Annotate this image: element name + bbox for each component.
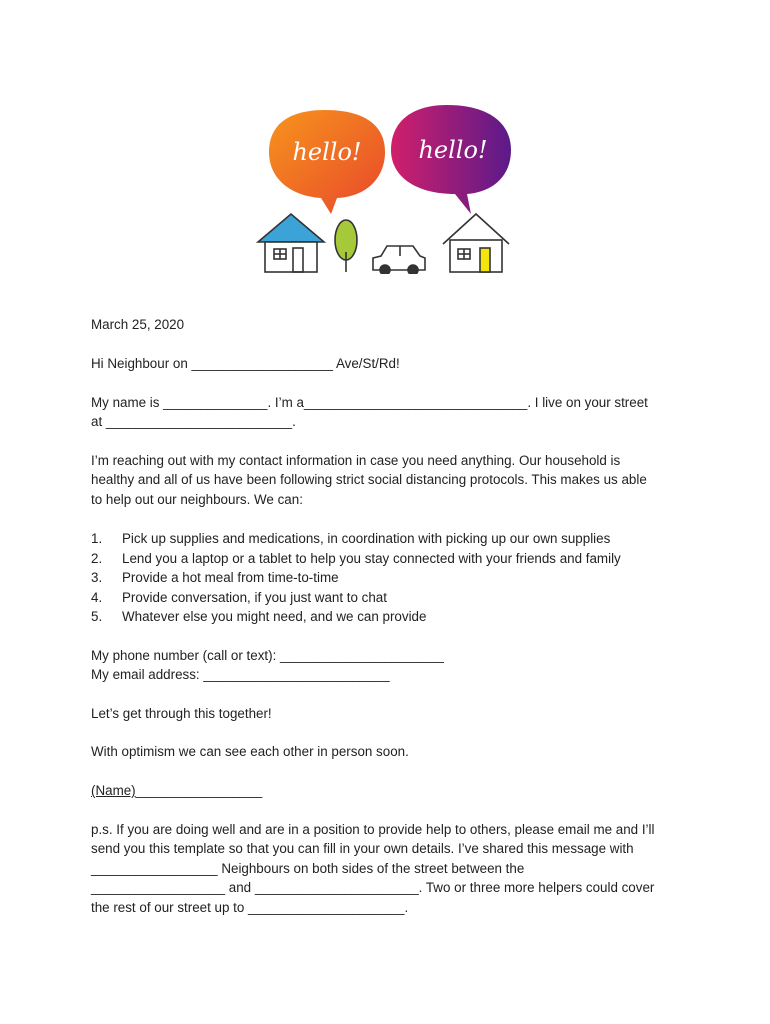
para1-line-3: to help out our neighbours. We can: bbox=[91, 492, 303, 507]
ps-line-3: _________________ Neighbours on both sides of the street between the bbox=[91, 861, 525, 876]
ps-line-4: __________________ and ______________________. Two or three more helpers could cover bbox=[91, 880, 655, 895]
signature-line bbox=[91, 781, 691, 801]
hello-neighbours-logo bbox=[255, 102, 515, 274]
tree-icon bbox=[335, 220, 357, 272]
name-label: (Name) bbox=[91, 783, 136, 798]
list-item: 3. Provide a hot meal from time-to-time bbox=[91, 570, 339, 585]
left-speech-bubble bbox=[269, 110, 385, 214]
para1-line-1: I’m reaching out with my contact information in case you need anything. Our household is bbox=[91, 453, 621, 468]
left-bubble-text: hello! bbox=[292, 138, 362, 166]
together-line: Let’s get through this together! bbox=[91, 706, 272, 721]
intro-line-1: My name is ______________. I’m a______________________________. I live on your street bbox=[91, 395, 648, 410]
list-item: 1. Pick up supplies and medications, in coordination with picking up our own supplies bbox=[91, 531, 611, 546]
phone-line: My phone number (call or text): ______________________ bbox=[91, 648, 444, 663]
ps-line-5: the rest of our street up to _____________________. bbox=[91, 900, 409, 915]
white-house-icon bbox=[443, 214, 509, 272]
help-list bbox=[91, 529, 621, 627]
list-item: 5. Whatever else you might need, and we can provide bbox=[91, 609, 427, 624]
optimism-line: With optimism we can see each other in person soon. bbox=[91, 744, 409, 759]
ps-line-2: send you this template so that you can fill in your own details. I’ve shared this message with bbox=[91, 841, 634, 856]
intro-line-2: at _________________________. bbox=[91, 414, 296, 429]
letter-greeting: Hi Neighbour on ___________________ Ave/St/Rd! bbox=[91, 356, 400, 371]
letter-date: March 25, 2020 bbox=[91, 317, 185, 332]
right-bubble-text: hello! bbox=[418, 136, 488, 164]
para1-line-2: healthy and all of us have been following strict social distancing protocols. This makes us able bbox=[91, 472, 647, 487]
right-speech-bubble bbox=[391, 105, 511, 214]
blue-house-icon bbox=[258, 214, 324, 272]
email-line: My email address: _________________________ bbox=[91, 667, 390, 682]
list-item: 4. Provide conversation, if you just want to chat bbox=[91, 589, 387, 605]
list-item: 2. Lend you a laptop or a tablet to help you stay connected with your friends and family bbox=[91, 550, 621, 566]
name-blank: _________________ bbox=[135, 783, 263, 798]
ps-line-1: p.s. If you are doing well and are in a position to provide help to others, please email me and I’ll bbox=[91, 822, 655, 837]
car-icon bbox=[373, 246, 425, 274]
